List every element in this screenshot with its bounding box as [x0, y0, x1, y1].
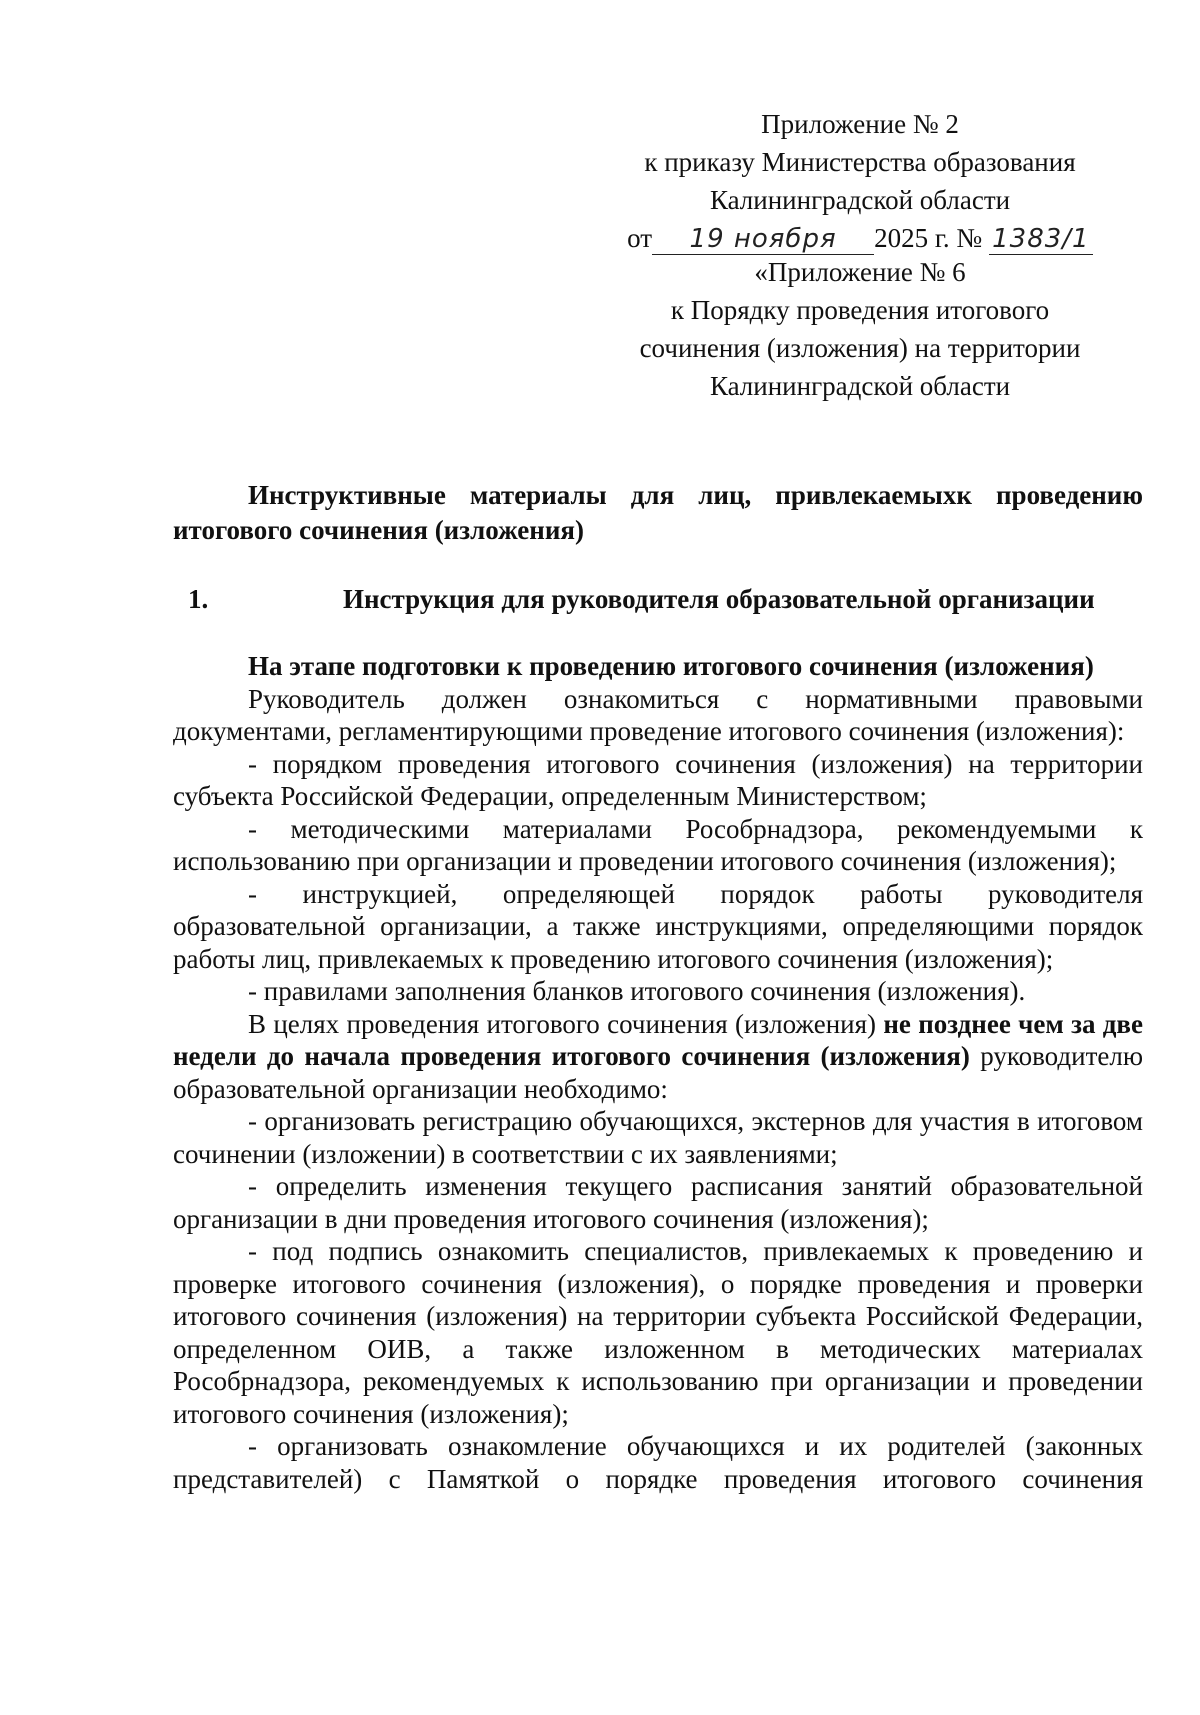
list-item: - порядком проведения итогового сочинения (изложения) на территории субъекта Российской Федерации, определенным Министерством; [173, 748, 1143, 811]
section-title: Инструкция для руководителя образовательной организации [343, 584, 1095, 614]
appendix-region: Калининградской области [709, 371, 1011, 401]
document-title-line2: итогового сочинения (изложения) [173, 515, 584, 545]
intro-paragraph: Руководитель должен ознакомиться с нормативными правовыми документами, регламентирующими проведение итогового сочинения (изложения): [173, 683, 1143, 746]
handwritten-order-number: 1383/1 [989, 224, 1093, 255]
appendix-header [600, 253, 1120, 405]
attachment-title: Приложение № 2 [761, 109, 959, 139]
section-number: 1. [188, 584, 209, 614]
list-item: - под подпись ознакомить специалистов, привлекаемых к проведению и проверке итогового сочинения (изложения), о порядке проведения и проверки итогового сочинения (изложения) на территории субъекта Российской Федерации, определенном ОИВ, а также изложенном в методических материалах Рособрнадзора, рекомендуемых к использованию при организации и проведении итогового сочинения (изложения); [173, 1236, 1143, 1429]
attachment-header [600, 105, 1120, 257]
deadline-start: В целях проведения итогового сочинения (изложения) [248, 1008, 877, 1039]
list-item: - инструкцией, определяющей порядок работы руководителя образовательной организации, а также инструкциями, определяющими порядок работы лиц, привлекаемых к проведению итогового сочинения (изложения); [173, 878, 1143, 974]
year-number-label: 2025 г. № [874, 223, 983, 253]
section-heading [188, 582, 1143, 617]
attachment-date-line [600, 219, 1120, 257]
document-title [173, 478, 1143, 548]
subheading: На этапе подготовки к проведению итогового сочинения (изложения) [248, 651, 1094, 681]
attachment-order-ref: к приказу Министерства образования [644, 147, 1076, 177]
attachment-region: Калининградской области [709, 185, 1011, 215]
appendix-ref: к Порядку проведения итогового [670, 295, 1050, 325]
body-text [173, 650, 1143, 1495]
list-item: - правилами заполнения бланков итогового сочинения (изложения). [248, 976, 1026, 1006]
document-title-line1: Инструктивные материалы для лиц, привлекаемыхк проведению [248, 480, 1143, 510]
list-item: - методическими материалами Рособрнадзора, рекомендуемыми к использованию при организации и проведении итогового сочинения (изложения); [173, 813, 1143, 876]
deadline-paragraph [173, 1008, 1143, 1106]
deadline-end: руководителю образовательной организации необходимо: [173, 1041, 1143, 1104]
deadline-emphasis: не позднее чем за две недели до начала проведения итогового сочинения (изложения) [173, 1008, 1143, 1071]
list-item: - организовать регистрацию обучающихся, экстернов для участия в итоговом сочинении (изложении) в соответствии с их заявлениями; [173, 1106, 1143, 1169]
appendix-subject: сочинения (изложения) на территории [639, 333, 1081, 363]
list-item: - организовать ознакомление обучающихся и их родителей (законных представителей) с Памяткой о порядке проведения итогового сочинения [173, 1431, 1143, 1494]
handwritten-date: 19 ноября [652, 224, 874, 255]
appendix-title: «Приложение № 6 [754, 257, 966, 287]
list-item: - определить изменения текущего расписания занятий образовательной организации в дни проведения итогового сочинения (изложения); [173, 1171, 1143, 1234]
date-prefix: от [627, 223, 653, 253]
